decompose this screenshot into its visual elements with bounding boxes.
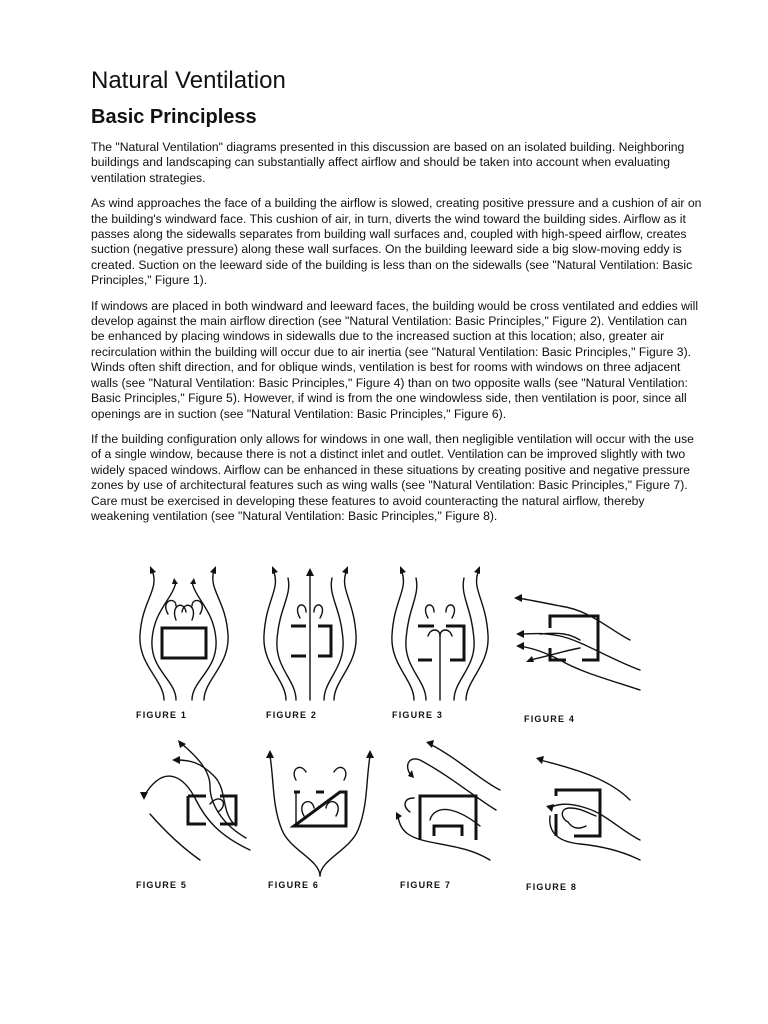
figure-3-diagram	[392, 566, 488, 700]
figure-2-caption: FIGURE 2	[266, 710, 318, 720]
figure-1-caption: FIGURE 1	[136, 710, 188, 720]
figure-8-diagram	[536, 756, 640, 860]
figure-1-building	[162, 628, 206, 658]
figure-6-diagram	[266, 750, 374, 876]
paragraph-4: If the building configuration only allows for windows in one wall, then negligible ventilation will occur with the use of a single window, because there is not a distinct inlet and outlet. Ventilation can be improved slightly with two widely spaced windows. Airflow can be enhanced in these situations by creating positive and negative pressure zones by use of architectural features such as wing walls (see "Natural Ventilation: Basic Principles," Figure 7). Care must be exercised in developing these features to avoid counteracting the natural airflow, thereby weakening ventilation (see "Natural Ventilation: Basic Principles," Figure 8).	[91, 431, 694, 523]
document-page	[91, 66, 703, 534]
paragraph-1: The "Natural Ventilation" diagrams presented in this discussion are based on an isolated building. Neighboring buildings and landscaping can substantially affect airflow and should be taken into account when evaluating ventilation strategies.	[91, 140, 685, 185]
figure-4-diagram	[514, 594, 640, 690]
figure-5-diagram	[140, 740, 250, 860]
paragraph-3: If windows are placed in both windward and leeward faces, the building would be cross ventilated and eddies will develop against the main airflow direction (see "Natural Ventilation: Basic Principles," Figure 2). Ventilation can be enhanced by placing windows in sidewalls due to the increased suction at this location; also, greater air recirculation within the building will occur due to air inertia (see "Natural Ventilation: Basic Principles," Figure 3). Winds often shift direction, and for oblique winds, ventilation is best for rooms with windows on three adjacent walls (see "Natural Ventilation: Basic Principles," Figure 4) than on two opposite walls (see "Natural Ventilation: Basic Principles," Figure 5). However, if wind is from the one windowless side, then ventilation is poor, since all openings are in suction (see "Natural Ventilation: Basic Principles," Figure 6).	[91, 298, 699, 421]
figure-1-diagram	[140, 566, 228, 700]
figure-5-caption: FIGURE 5	[136, 880, 188, 890]
figure-7-diagram	[396, 740, 500, 860]
page-subtitle: Basic Principless	[91, 106, 257, 128]
figure-4-caption: FIGURE 4	[524, 714, 576, 724]
figure-3-caption: FIGURE 3	[392, 710, 444, 720]
figure-2-diagram	[264, 566, 356, 700]
page-title: Natural Ventilation	[91, 67, 286, 94]
figure-7-caption: FIGURE 7	[400, 880, 452, 890]
figure-8-caption: FIGURE 8	[526, 882, 578, 892]
figure-6-caption: FIGURE 6	[268, 880, 320, 890]
paragraph-2: As wind approaches the face of a building the airflow is slowed, creating positive pressure and a cushion of air on the building's windward face. This cushion of air, in turn, diverts the wind toward the building sides. Airflow as it passes along the sidewalls separates from building wall surfaces and, coupled with high-speed airflow, creates suction (negative pressure) along these wall surfaces. On the building leeward side a big slow-moving eddy is created. Suction on the leeward side of the building is less than on the sidewalls (see "Natural Ventilation: Basic Principles," Figure 1).	[91, 196, 702, 288]
